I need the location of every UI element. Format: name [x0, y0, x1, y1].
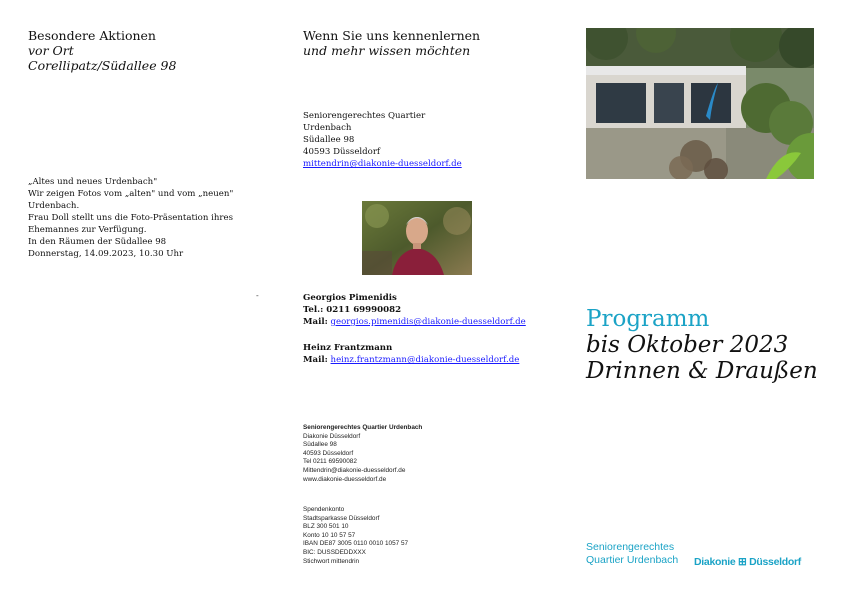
diakonie-logo: Diakonie ⊞ Düsseldorf — [694, 556, 801, 568]
contact-email-link[interactable]: mittendrin@diakonie-duesseldorf.de — [303, 159, 462, 169]
person1-name: Georgios Pimenidis — [303, 293, 397, 303]
panel1-subheading-1: vor Ort — [28, 43, 74, 58]
event-title: „Altes und neues Urdenbach" — [28, 177, 158, 187]
donation-line: Stadtsparkasse Düsseldorf — [303, 514, 380, 522]
event-line: Urdenbach. — [28, 201, 80, 211]
panel1-header — [28, 28, 176, 73]
program-period: bis Oktober 2023 — [586, 332, 789, 358]
contact-line: Seniorengerechtes Quartier — [303, 111, 426, 121]
donation-line: Konto 10 10 57 57 — [303, 531, 356, 539]
person-photo — [362, 201, 472, 275]
org-name — [586, 541, 678, 567]
panel2-header — [303, 28, 480, 58]
imprint-block — [303, 424, 422, 484]
person1-email-link[interactable]: georgios.pimenidis@diakonie-duesseldorf.de — [330, 317, 526, 327]
dash-mark: - — [256, 291, 259, 300]
contact-address — [303, 110, 462, 170]
person1-contact — [303, 292, 526, 328]
imprint-line: Diakonie Düsseldorf — [303, 432, 361, 440]
contact-line: 40593 Düsseldorf — [303, 147, 381, 157]
donation-line: IBAN DE87 3005 0110 0010 1057 57 — [303, 540, 409, 548]
program-subtitle: Drinnen & Draußen — [586, 358, 818, 384]
mail-label: Mail: — [303, 355, 328, 365]
mail-label: Mail: — [303, 317, 328, 327]
org-name-line: Seniorengerechtes — [586, 541, 675, 553]
org-name-line: Quartier Urdenbach — [586, 554, 679, 566]
event-line: In den Räumen der Südallee 98 — [28, 237, 167, 247]
donation-title: Spendenkonto — [303, 506, 345, 513]
imprint-title: Seniorengerechtes Quartier Urdenbach — [303, 424, 423, 431]
event-date: Donnerstag, 14.09.2023, 10.30 Uhr — [28, 249, 184, 259]
event-line: Frau Doll stellt uns die Foto-Präsentation ihres — [28, 213, 234, 223]
person2-name: Heinz Frantzmann — [303, 343, 393, 353]
program-title-block — [586, 306, 818, 384]
contact-line: Südallee 98 — [303, 135, 355, 145]
panel2-subheading: und mehr wissen möchten — [303, 43, 471, 58]
event-line: Ehemannes zur Verfügung. — [28, 225, 147, 235]
person2-contact — [303, 342, 519, 366]
person1-tel: Tel.: 0211 69990082 — [303, 305, 402, 315]
building-photo — [586, 28, 814, 179]
donation-block — [303, 506, 408, 566]
event-line: Wir zeigen Fotos vom „alten" und vom „neuen" — [28, 189, 234, 199]
program-title: Programm — [586, 306, 710, 332]
person2-email-link[interactable]: heinz.frantzmann@diakonie-duesseldorf.de — [330, 355, 520, 365]
contact-line: Urdenbach — [303, 123, 352, 133]
donation-line: Stichwort mittendrin — [303, 557, 360, 565]
imprint-line: Tel 0211 69590082 — [303, 458, 357, 466]
imprint-line: 40593 Düsseldorf — [303, 449, 354, 457]
event-block — [28, 176, 253, 260]
panel1-subheading-2: Corellipatz/Südallee 98 — [28, 58, 177, 73]
imprint-line: Mittendrin@diakonie-duesseldorf.de — [303, 466, 406, 474]
donation-line: BLZ 300 501 10 — [303, 523, 349, 531]
panel2-heading: Wenn Sie uns kennenlernen — [303, 28, 481, 43]
panel1-heading: Besondere Aktionen — [28, 28, 156, 43]
imprint-line: www.diakonie-duesseldorf.de — [303, 475, 387, 483]
donation-line: BIC: DUSSDEDDXXX — [303, 548, 366, 556]
imprint-line: Südallee 98 — [303, 441, 337, 449]
